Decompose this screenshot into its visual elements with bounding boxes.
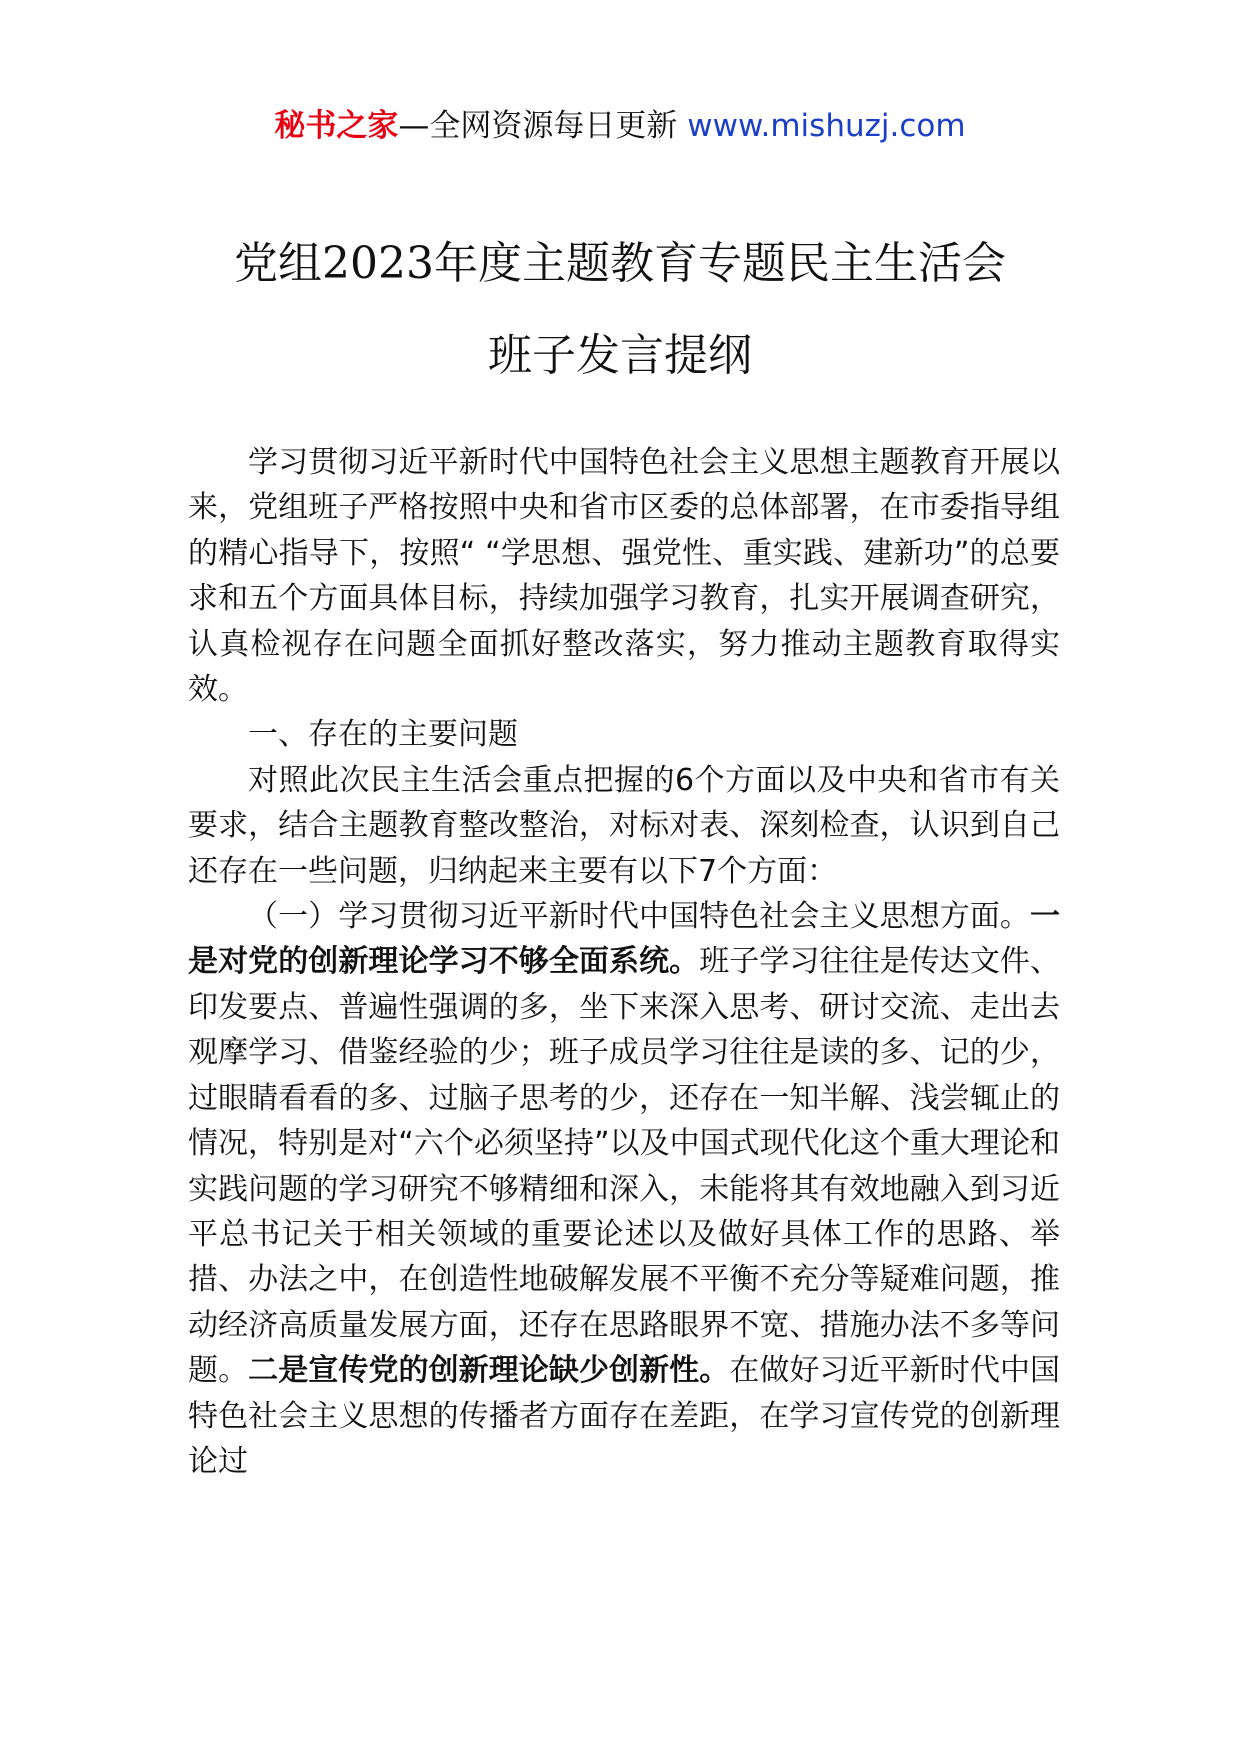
document-title-line-1: 党组2023年度主题教育专题民主生活会 (234, 238, 1006, 289)
point-two-text: 在做好习近平新时代中国特色社会主义思想的传播者方面存在差距，在学习宣传党的创新理论过 (188, 1353, 1061, 1479)
point-one-heading: 一是对党的创新理论学习不够全面系统。 (188, 899, 1060, 980)
point-one-text: 班子学习往往是传达文件、印发要点、普遍性强调的多，坐下来深入思考、研讨交流、走出去观摩学习、借鉴经验的少；班子成员学习往往是读的多、记的少，过眼睛看看的多、过脑子思考的少，还存在一知半解、浅尝辄止的情况，特别是对“六个必须坚持”以及中国式现代化这个重大理论和实践问题的学习研究不够精细和深入，未能将其有效地融入到习近平总书记关于相关领域的重要论述以及做好具体工作的思路、举措、办法之中，在创造性地破解发展不平衡不充分等疑难问题，推动经济高质量发展方面，还存在思路眼界不宽、措施办法不多等问题。 (188, 944, 1061, 1389)
section-heading: 一、存在的主要问题 (248, 717, 518, 753)
watermark-slogan: —全网资源每日更新 (398, 108, 688, 144)
intro-paragraph: 学习贯彻习近平新时代中国特色社会主义思想主题教育开展以来，党组班子严格按照中央和省市区委的总体部署，在市委指导组的精心指导下，按照“ “学思想、强党性、重实践、建新功”的总要求和五个方面具体目标，持续加强学习教育，扎实开展调查研究，认真检视存在问题全面抓好整改落实，努力推动主题教育取得实效。 (188, 445, 1060, 708)
watermark-brand: 秘书之家 (274, 108, 399, 144)
subsection-heading: （一）学习贯彻习近平新时代中国特色社会主义思想方面。 (248, 899, 1030, 935)
site-watermark (0, 104, 1240, 148)
watermark-url[interactable]: www.mishuzj.com (687, 108, 966, 144)
document-body (188, 440, 1060, 1484)
section-intro-paragraph: 对照此次民主生活会重点把握的6个方面以及中央和省市有关要求，结合主题教育整改整治，对标对表、深刻检查，认识到自己还存在一些问题，归纳起来主要有以下7个方面： (188, 762, 1060, 889)
subsection-paragraph (188, 894, 1060, 1484)
document-title-line-2: 班子发言提纲 (488, 330, 752, 381)
point-two-heading: 二是宣传党的创新理论缺少创新性。 (248, 1353, 730, 1389)
